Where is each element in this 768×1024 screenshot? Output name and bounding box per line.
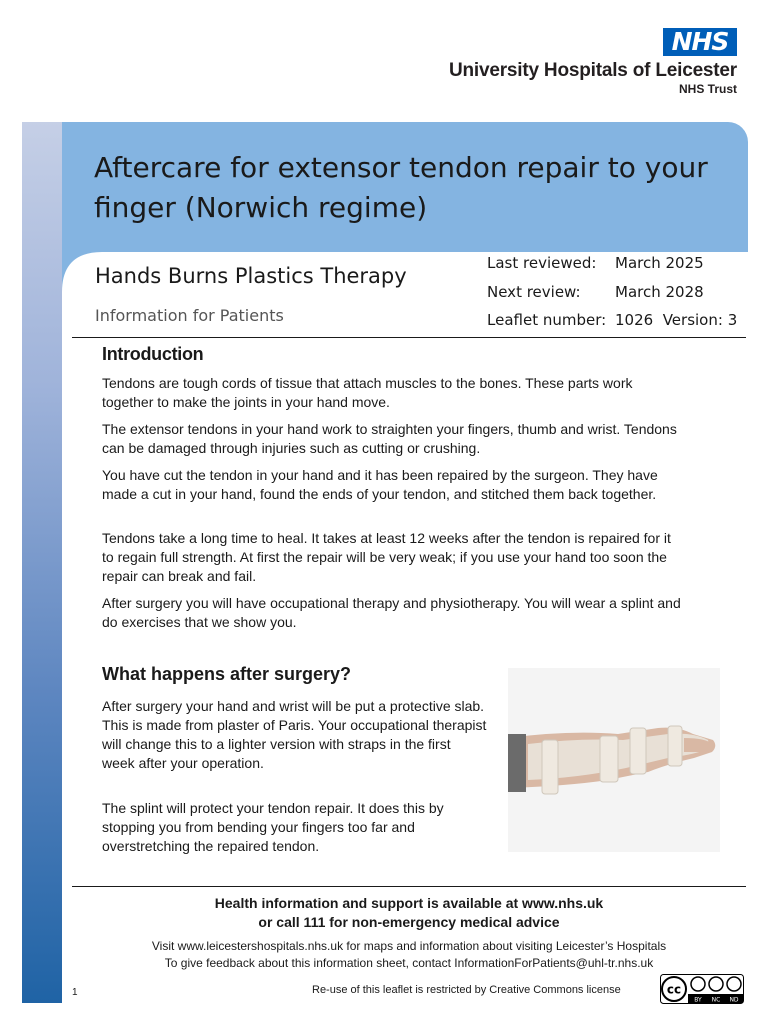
meta-value: March 2028 <box>615 283 704 301</box>
by-icon <box>691 977 705 991</box>
paragraph: The splint will protect your tendon repair. It does this by stopping you from bending your fingers too far and overstretching the repaired tendon. <box>102 800 444 854</box>
trust-name: University Hospitals of Leicester <box>448 60 737 81</box>
side-gradient-band <box>22 122 62 1003</box>
cc-label: cc <box>666 982 682 997</box>
paragraph: You have cut the tendon in your hand and it has been repaired by the surgeon. They have made a cut in your hand, found the ends of your tendon, and stitched them back together. <box>102 467 658 502</box>
department-name: Hands Burns Plastics Therapy <box>95 264 407 288</box>
page-title: Aftercare for extensor tendon repair to your finger (Norwich regime) <box>94 151 708 224</box>
meta-label: Leaflet number: <box>487 311 607 329</box>
nd-label: ND <box>729 996 739 1004</box>
nc-label: NC <box>711 996 721 1004</box>
nd-icon <box>727 977 741 991</box>
meta-leaflet-number <box>487 311 737 329</box>
meta-label: Next review: <box>487 283 581 301</box>
paragraph: Tendons are tough cords of tissue that attach muscles to the bones. These parts work together to make the joints in your hand move. <box>102 375 633 410</box>
paragraph: The extensor tendons in your hand work to straighten your fingers, thumb and wrist. Tendons can be damaged through injuries such as cutting or crushing. <box>102 421 677 456</box>
info-label: Information for Patients <box>95 306 284 325</box>
section-heading-introduction: Introduction <box>102 344 204 364</box>
meta-label: Last reviewed: <box>487 254 597 272</box>
section-heading-after-surgery: What happens after surgery? <box>102 664 352 684</box>
by-label: BY <box>694 996 702 1004</box>
paragraph: Tendons take a long time to heal. It takes at least 12 weeks after the tendon is repaired for it to regain full strength. At first the repair will be very weak; if you use your hand too soon the repair can break and fail. <box>102 530 671 584</box>
nc-icon <box>709 977 723 991</box>
meta-next-review <box>487 283 704 301</box>
splint-photo <box>508 668 720 852</box>
meta-value: March 2025 <box>615 254 704 272</box>
meta-last-reviewed <box>487 254 704 272</box>
footer-visit-info: Visit www.leicestershospitals.nhs.uk for maps and information about visiting Leicester’s Hospitals <box>151 939 667 953</box>
footer-nhs-info: Health information and support is available at www.nhs.uk <box>214 895 604 911</box>
page-number: 1 <box>72 987 78 998</box>
footer-111-info: or call 111 for non-emergency medical advice <box>258 914 560 930</box>
footer-feedback-info: To give feedback about this information sheet, contact InformationForPatients@uhl-tr.nhs.uk <box>164 956 654 970</box>
trust-subtitle: NHS Trust <box>678 82 737 96</box>
license-text: Re-use of this leaflet is restricted by Creative Commons license <box>312 984 621 996</box>
meta-value: 1026 Version: 3 <box>615 311 738 329</box>
paragraph: After surgery you will have occupational therapy and physiotherapy. You will wear a splint and do exercises that we show you. <box>102 595 681 630</box>
paragraph: After surgery your hand and wrist will be put a protective slab. This is made from plaster of Paris. Your occupational therapist will change this to a lighter version with straps in the first week after your operation. <box>102 698 487 771</box>
creative-commons-badge <box>660 974 744 1004</box>
footer-divider <box>72 886 746 887</box>
nhs-logo: NHS <box>663 28 737 56</box>
divider <box>72 337 746 338</box>
